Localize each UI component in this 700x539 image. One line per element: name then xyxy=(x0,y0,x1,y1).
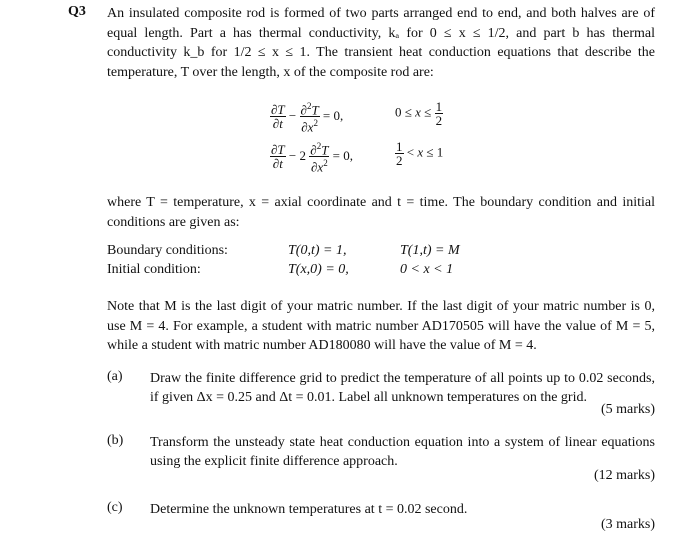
part-c-marks: (3 marks) xyxy=(600,517,655,532)
part-c-label: (c) xyxy=(107,500,123,515)
part-b-marks: (12 marks) xyxy=(593,468,655,483)
initial-condition-1: T(x,0) = 0, xyxy=(288,262,349,277)
part-a-text: Draw the finite difference grid to predict the temperature of all points up to 0.02 seconds, if given Δx = 0.25 and Δt = 0.01. Label all unknown temperatures on the grid. xyxy=(150,371,655,405)
part-c-text: Determine the unknown temperatures at t = 0.02 second. xyxy=(150,502,468,517)
part-b-label: (b) xyxy=(107,433,124,448)
boundary-label: Boundary conditions: xyxy=(107,243,228,258)
note-text: Note that M is the last digit of your matric number. If the last digit of your matric number is 0, use M = 4. For example, a student with matric number AD170505 will have the value of M = 5, while a student with matric number AD180080 will have the value of M = 4. xyxy=(107,299,655,353)
initial-label: Initial condition: xyxy=(107,262,201,277)
question-number: Q3 xyxy=(68,4,86,19)
initial-condition-2: 0 < x < 1 xyxy=(400,262,454,277)
equation-2: $\frac{\partial T}{\partial t}$ − 2 $\frac{\partial^2T}{\partial x^2}$ = 0, xyxy=(271,141,354,175)
question-intro: An insulated composite rod is formed of two parts arranged end to end, and both halves are of equal length. Part a has thermal conductivity, kₐ for 0 ≤ x ≤ 1/2, and part b has thermal conductivity k_b for 1/2 ≤ x ≤ 1. The transient heat conduction equations that describe the temperature, T over the length, x of the composite rod are: xyxy=(107,6,655,80)
equation-1-range: 0 ≤ x ≤ $\frac{1}{2}$ xyxy=(395,99,443,128)
equation-1: $\frac{\partial T}{\partial t}$ − $\frac{\partial^2T}{\partial x^2}$ = 0, xyxy=(271,101,344,135)
equation-2-range: $\frac{1}{2}$ < x ≤ 1 xyxy=(396,139,444,168)
boundary-condition-2: T(1,t) = M xyxy=(400,243,460,258)
part-a-marks: (5 marks) xyxy=(600,402,655,417)
part-a-label: (a) xyxy=(107,369,123,384)
where-text: where T = temperature, x = axial coordinate and t = time. The boundary condition and initial conditions are given as: xyxy=(107,195,655,230)
boundary-condition-1: T(0,t) = 1, xyxy=(288,243,347,258)
part-b-text: Transform the unsteady state heat conduction equation into a system of linear equations using the explicit finite difference approach. xyxy=(150,435,655,469)
